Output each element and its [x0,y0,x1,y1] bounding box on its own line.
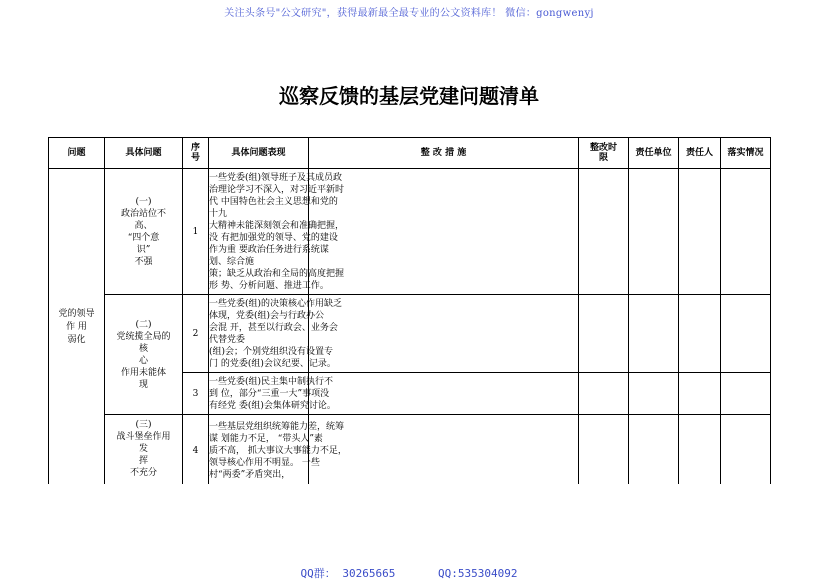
category-line: 作 用 [66,322,87,332]
header-seq: 序号 [183,138,209,169]
measures-cell [309,415,579,487]
specific-problem-cell [105,415,183,487]
responsible-person-cell [679,415,721,487]
specific-problem-cell [105,295,183,415]
implementation-cell [721,169,771,295]
specific-line: (二) [135,319,152,330]
header-specific-problem: 具体问题 [105,138,183,169]
table-header-row [49,138,771,169]
specific-line: 高、 [134,220,153,231]
desc-line: 村“两委”矛盾突出， [209,469,291,480]
issue-table [48,137,771,487]
specific-line: 心 [138,355,148,366]
responsible-person-cell [679,295,721,373]
header-problem: 问题 [49,138,105,169]
table-row [49,169,771,295]
header-responsible-unit: 责任单位 [629,138,679,169]
desc-line: 治理论学习不深入，对习近平新时 [209,184,345,195]
desc-line: 没 有把加强党的领导、党的建设 [209,232,338,243]
header-measures: 整 改 措 施 [309,138,579,169]
header-responsible-person: 责任人 [679,138,721,169]
desc-line: 有经党 委(组)会集体研究讨论。 [209,400,336,411]
seq-cell: 3 [183,373,209,415]
deadline-cell [579,295,629,373]
desc-line: 会混 开，甚至以行政会、业务会 [209,322,338,333]
responsible-unit-cell [629,295,679,373]
desc-line: 到 位，部分“三重一大”事项没 [209,388,330,399]
footer-contact [0,565,818,581]
specific-line: 不充分 [129,468,157,478]
header-manifestation: 具体问题表现 [209,138,309,169]
table-row [49,295,771,373]
desc-line: (组)会；个别党组织没有设置专 [209,346,334,357]
deadline-cell [579,373,629,415]
desc-line: 策；缺乏从政治和全局的高度把握 [209,268,345,279]
table-row [49,415,771,487]
desc-line: 代 中国特色社会主义思想和党的 [209,196,338,207]
manifestation-cell [209,169,345,295]
specific-line: 挥 [138,456,148,466]
header-deadline: 整改时限 [579,138,629,169]
measures-cell [309,295,579,373]
specific-line: 作用未能体 [120,367,166,378]
deadline-cell [579,415,629,487]
category-line: 党的领导 [58,309,95,319]
specific-line: “四个意 [127,232,160,243]
specific-line: 核 [138,343,148,354]
desc-line: 作为重 要政治任务进行系统谋 [209,244,329,255]
footer-qq: QQ:535304092 [438,567,518,580]
seq-cell: 2 [183,295,209,373]
specific-line: (一) [135,196,152,207]
implementation-cell [721,415,771,487]
desc-line: 一些党委(组)领导班子及其成员政 [209,172,343,183]
desc-line: 谋 划能力不足， “带头人”素 [209,433,323,444]
responsible-unit-cell [629,169,679,295]
desc-line: 体现，党委(组)会与行政办公 [209,310,325,321]
header-implementation: 落实情况 [721,138,771,169]
category-line: 弱化 [67,335,86,345]
seq-cell: 1 [183,169,209,295]
desc-line: 大精神未能深刻领会和准确把握， [209,220,345,231]
desc-line: 一些基层党组织统筹能力差，统筹 [209,421,345,432]
desc-line: 一些党委(组)民主集中制执行不 [209,376,334,387]
specific-line: 政治站位不 [120,208,166,219]
responsible-person-cell [679,373,721,415]
header-note: 关注头条号"公文研究"，获得最新最全最专业的公文资料库！ 微信：gongwenyj [224,8,594,19]
specific-line: (三) [135,420,152,430]
desc-line: 领导核心作用不明显。 一些 [209,457,320,468]
manifestation-cell [209,373,336,415]
measures-cell [309,169,579,295]
responsible-unit-cell [629,415,679,487]
desc-line: 十九 [209,208,228,219]
desc-line: 形 势、分析问题、推进工作。 [209,280,329,291]
implementation-cell [721,295,771,373]
category-cell [49,169,105,487]
manifestation-cell [209,415,347,487]
specific-line: 发 [138,444,148,454]
desc-line: 一些党委(组)的决策核心作用缺乏 [209,298,343,309]
specific-problem-cell [105,169,183,295]
specific-line: 战斗堡垒作用 [116,432,171,442]
manifestation-cell [209,295,343,373]
specific-line: 党统揽全局的 [116,331,171,342]
implementation-cell [721,373,771,415]
seq-cell: 4 [183,415,209,487]
deadline-cell [579,169,629,295]
measures-cell [309,373,579,415]
footer-qq-group: QQ群： 30265665 [300,567,396,580]
desc-line: 门 的党委(组)会议纪要、记录。 [209,358,336,369]
desc-line: 代替党委 [209,334,246,345]
page-title: 巡察反馈的基层党建问题清单 [279,84,539,108]
responsible-person-cell [679,169,721,295]
specific-line: 不强 [134,256,153,267]
desc-line: 划、综合施 [209,256,255,267]
specific-line: 识” [136,244,151,255]
desc-line: 质不高， 抓大事议大事能力不足， [209,445,347,456]
responsible-unit-cell [629,373,679,415]
specific-line: 现 [138,379,148,390]
